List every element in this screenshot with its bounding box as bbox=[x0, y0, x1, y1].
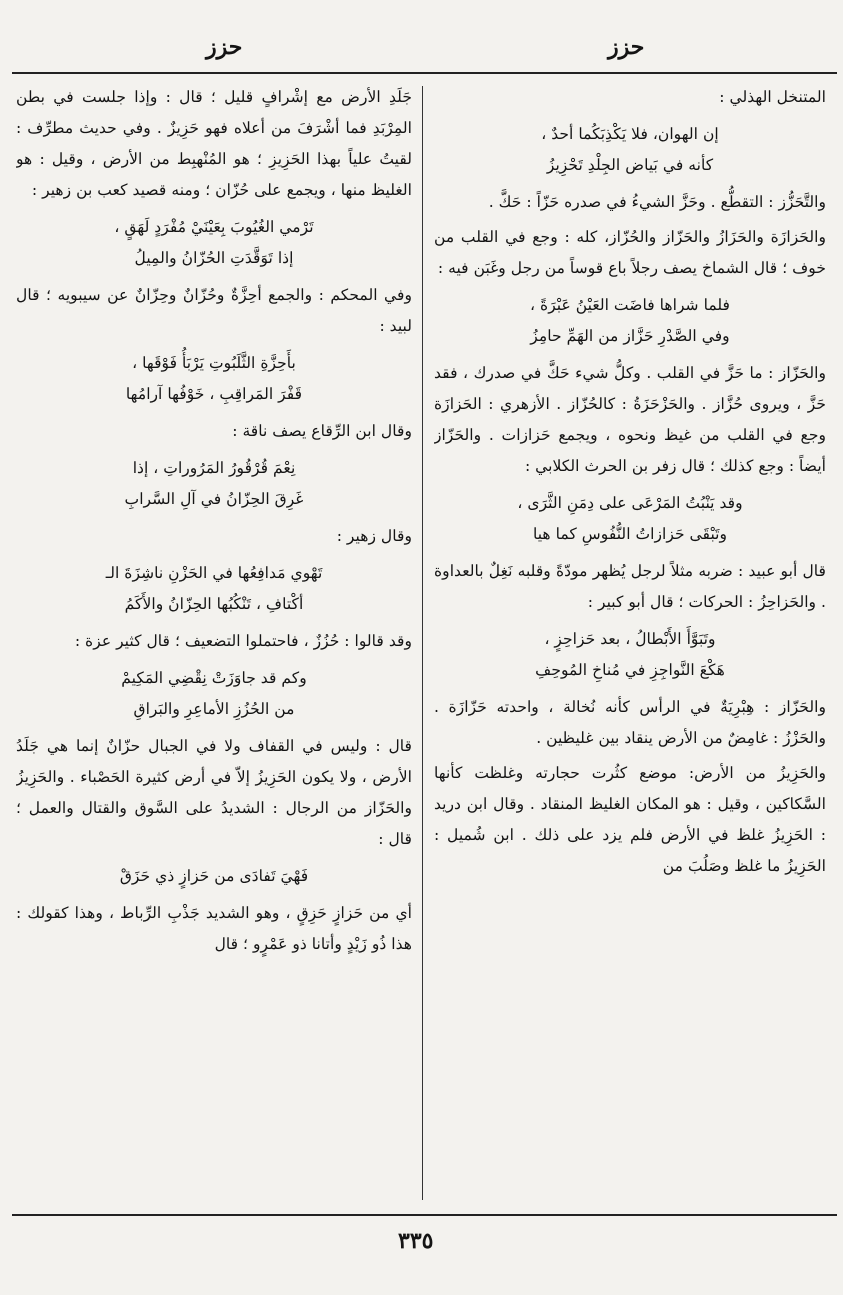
verse-line: وتَبَوَّأَ الأَبْطالُ ، بعد حَزاحِزٍ ، bbox=[544, 630, 716, 648]
left-column bbox=[16, 82, 412, 1207]
column-divider bbox=[422, 86, 423, 1200]
verse-line: بأَحِزَّةِ الثَّلَبُوتِ يَرْبَأُ فَوْقَها ، bbox=[132, 354, 296, 372]
entry-paragraph: والحَزّاز : هِبْرِيَةٌ في الرأس كأنه نُخالة ، واحدته حَزّازَة . والحَزْزُ : غامِضٌ من الأرض ينقاد بين غليظين . bbox=[434, 698, 826, 747]
verse-line: كأنه في بَياض الجِلْدِ تَحْزِيزُ bbox=[546, 156, 714, 174]
verse-line: إن الهوان، فلا يَكْذِبَكُما أحدٌ ، bbox=[541, 125, 719, 143]
entry-paragraph: أي من حَزازٍ حَزِقٍ ، وهو الشديد جَذْبِ الرِّباط ، وهذا كقولك : هذا ذُو زَيْدٍ وأتانا ذو عَمْرٍو ؛ قال bbox=[16, 904, 412, 953]
verse-line: قَفْرَ المَراقِبِ ، خَوْفُها آرامُها bbox=[125, 385, 303, 403]
verse-line: تَهْوي مَدافِعُها في الحَزْنِ ناشِزَةَ الـ bbox=[105, 564, 323, 582]
verse-line: فَهْيَ تَفادَى من حَزازٍ ذي حَزَقْ bbox=[119, 867, 309, 885]
footer-rule bbox=[12, 1214, 837, 1216]
entry-paragraph: والتَّحَزُّز : التقطُّع . وحَزَّ الشيءُ في صدره حَزّاً : حَكَّ . bbox=[488, 193, 826, 211]
entry-paragraph: قال أبو عبيد : ضربه مثلاً لرجل يُظهر مودّةً وقلبه نَغِلٌ بالعداوة . والحَزاحِزُ : الحركات ؛ قال أبو كبير : bbox=[434, 562, 826, 611]
verse-line: أكْتافِ ، تَنْكُبُها الحِزّانُ والأَكَمُ bbox=[124, 595, 304, 613]
entry-paragraph: المتنخل الهذلي : bbox=[719, 88, 826, 106]
verse-line: فلما شراها فاضَت العَيْنُ عَبْرَةً ، bbox=[530, 296, 730, 314]
header-rule bbox=[12, 72, 837, 74]
entry-paragraph: وقال ابن الرِّقاع يصف ناقة : bbox=[232, 422, 412, 440]
verse-line: وفي الصَّدْرِ حَزَّاز من الهَمِّ حامِزُ bbox=[530, 327, 730, 345]
entry-paragraph: قال : وليس في القفاف ولا في الجبال حزّانٌ إنما هي جَلَدُ الأرض ، ولا يكون الحَزِيزُ إلاّ في أرض كثيرة الحَصْباء . والحَزِيزُ والحَزّاز من الرجال : الشديدُ على السَّوق والقتال والعمل ؛ قال : bbox=[16, 737, 412, 848]
entry-paragraph: والحَزِيزُ من الأرض: موضع كثُرت حجارته وغلظت كأنها السَّكاكين ، وقيل : هو المكان الغليظ المنقاد . وقال ابن دريد : الحَزِيزُ غلظ في الأرض فلم يزد على ذلك . ابن شُميل : الحَزِيزُ ما غلظ وصَلُبَ من bbox=[434, 764, 826, 875]
verse-line: وقد يَنْبُتُ المَرْعَى على دِمَنِ الثَّرَى ، bbox=[517, 494, 743, 512]
verse-line: غَرِقَ الحِزّانُ في آلِ السَّرابِ bbox=[124, 490, 304, 508]
verse-line: نِعْمَ قُرْقُورُ المَرُوراتِ ، إذا bbox=[132, 459, 296, 477]
verse-line: وكم قد جاوَزَتْ نِقْضِي المَكِيمْ bbox=[121, 669, 307, 687]
page-number: ٣٣٥ bbox=[398, 1228, 434, 1254]
verse-line: هَكْعَ النَّواجِزِ في مُناخِ المُوحِفِ bbox=[535, 661, 725, 679]
entry-paragraph: والحَزّاز : ما حَزَّ في القلب . وكلُّ شيء حَكَّ في صدرك ، فقد حَزَّ ، ويروى حُزَّاز . والحَزْحَزَةُ : كالحُزّاز . الأزهري : الحَزازَة وجع في القلب من غيظ ونحوه ، ويجمع حَزازات . والحَزّاز أيضاً : وجع كذلك ؛ قال زفر بن الحرث الكلابي : bbox=[434, 364, 826, 475]
running-head-left: حزز bbox=[206, 34, 243, 60]
verse-line: من الحُزُزِ الأماعِرِ والبَراقِ bbox=[133, 700, 295, 718]
entry-paragraph: وقد قالوا : حُزُزٌ ، فاحتملوا التضعيف ؛ قال كثير عزة : bbox=[74, 632, 412, 650]
entry-paragraph: وقال زهير : bbox=[336, 527, 412, 545]
running-head-right: حزز bbox=[608, 34, 645, 60]
right-column bbox=[434, 82, 826, 1207]
verse-line: تَرْمي الغُيُوبَ بِعَيْنَيْ مُفْرَدٍ لَهَقٍ ، bbox=[114, 218, 314, 236]
entry-paragraph: وفي المحكم : والجمع أحِزَّةٌ وحُزّانٌ وحِزّانٌ عن سيبويه ؛ قال لبيد : bbox=[16, 286, 412, 335]
verse-line: وتَبْقَى حَزازاتُ النُّفُوسِ كما هيا bbox=[532, 525, 728, 543]
entry-paragraph: والحَزازَة والحَزَازُ والحَزّاز والحُزّاز، كله : وجع في القلب من خوف ؛ قال الشماخ يصف رجلاً باع قوساً من رجل وغَبَن فيه : bbox=[434, 228, 826, 277]
verse-line: إذا تَوَقَّدَتِ الحُزّانُ والمِيلُ bbox=[134, 249, 294, 267]
entry-paragraph: جَلَدِ الأرض مع إشْرافٍ قليل ؛ قال : وإذا جلست في بطن المِرْبَدِ فما أشْرَفَ من أعلاه فهو حَزِيزٌ . وفي حديث مطرِّف : لقيتُ علياً بهذا الحَزِيزِ ؛ هو المُنْهبِط من الأرض ، وقيل : هو الغليظ منها ، ويجمع على حُزّان ؛ ومنه قصيد كعب بن زهير : bbox=[16, 88, 412, 199]
